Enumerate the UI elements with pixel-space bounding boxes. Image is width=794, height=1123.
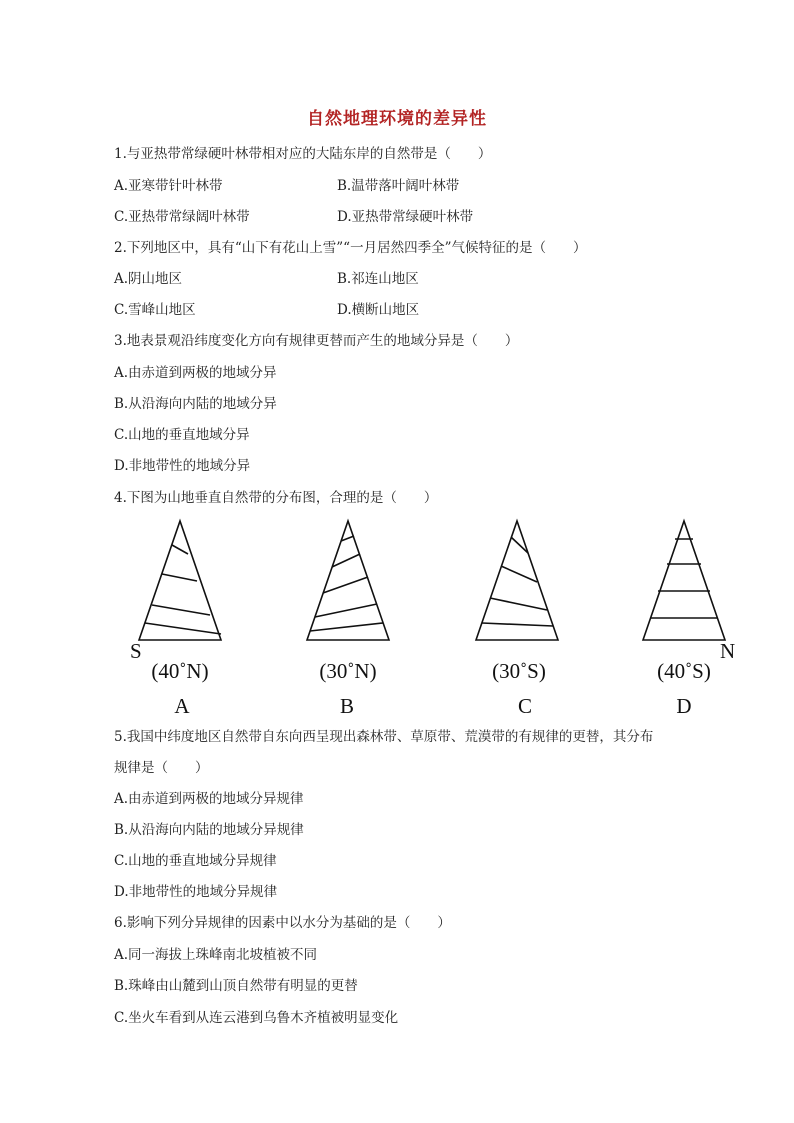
panel-a-letter: A <box>174 694 190 718</box>
question-6-option-a: A.同一海拔上珠峰南北坡植被不同 <box>114 947 318 963</box>
question-3-stem: 3.地表景观沿纬度变化方向有规律更替而产生的地域分异是（ ） <box>114 333 519 349</box>
question-1-option-a: A.亚寒带针叶林带 <box>114 178 223 194</box>
edge-label-south: S <box>130 639 142 663</box>
question-5-option-c: C.山地的垂直地域分异规律 <box>114 853 277 869</box>
question-1-option-b: B.温带落叶阔叶林带 <box>337 178 460 194</box>
question-1-option-c: C.亚热带常绿阔叶林带 <box>114 209 250 225</box>
question-2-option-d: D.横断山地区 <box>337 302 420 318</box>
question-5-option-d: D.非地带性的地域分异规律 <box>114 884 278 900</box>
mountain-a <box>139 521 221 640</box>
question-6-option-b: B.珠峰由山麓到山顶自然带有明显的更替 <box>114 978 358 994</box>
question-5-stem-line1: 5.我国中纬度地区自然带自东向西呈现出森林带、草原带、荒漠带的有规律的更替，其分布 <box>114 729 654 745</box>
mountain-c <box>476 521 558 640</box>
question-3-option-d: D.非地带性的地域分异 <box>114 458 251 474</box>
question-6-option-c: C.坐火车看到从连云港到乌鲁木齐植被明显变化 <box>114 1010 399 1026</box>
question-5-option-b: B.从沿海向内陆的地域分异规律 <box>114 822 304 838</box>
panel-b-latitude: (30˚N) <box>319 659 377 683</box>
panel-b-letter: B <box>339 694 355 718</box>
question-3-option-b: B.从沿海向内陆的地域分异 <box>114 396 277 412</box>
question-1-stem: 1.与亚热带常绿硬叶林带相对应的大陆东岸的自然带是（ ） <box>114 146 492 162</box>
mountain-b <box>307 521 389 640</box>
panel-c-latitude: (30˚S) <box>492 659 546 683</box>
question-5-option-a: A.由赤道到两极的地域分异规律 <box>114 791 304 807</box>
question-1-option-d: D.亚热带常绿硬叶林带 <box>337 209 474 225</box>
vertical-zonation-figure <box>0 510 794 725</box>
panel-a-latitude: (40˚N) <box>151 659 209 683</box>
panel-c-letter: C <box>517 694 533 718</box>
question-2-option-b: B.祁连山地区 <box>337 271 419 287</box>
question-6-stem: 6.影响下列分异规律的因素中以水分为基础的是（ ） <box>114 915 451 931</box>
question-2-stem: 2.下列地区中，具有“山下有花山上雪”“一月居然四季全”气候特征的是（ ） <box>114 240 587 256</box>
page-title: 自然地理环境的差异性 <box>307 109 487 129</box>
question-4-stem: 4.下图为山地垂直自然带的分布图，合理的是（ ） <box>114 490 438 506</box>
question-3-option-a: A.由赤道到两极的地域分异 <box>114 365 277 381</box>
question-3-option-c: C.山地的垂直地域分异 <box>114 427 250 443</box>
question-5-stem-line2: 规律是（ ） <box>114 760 209 776</box>
panel-d-letter: D <box>676 694 692 718</box>
panel-d-latitude: (40˚S) <box>657 659 711 683</box>
question-2-option-c: C.雪峰山地区 <box>114 302 196 318</box>
question-2-option-a: A.阴山地区 <box>114 271 183 287</box>
mountain-d <box>643 521 725 640</box>
edge-label-north: N <box>720 639 736 663</box>
